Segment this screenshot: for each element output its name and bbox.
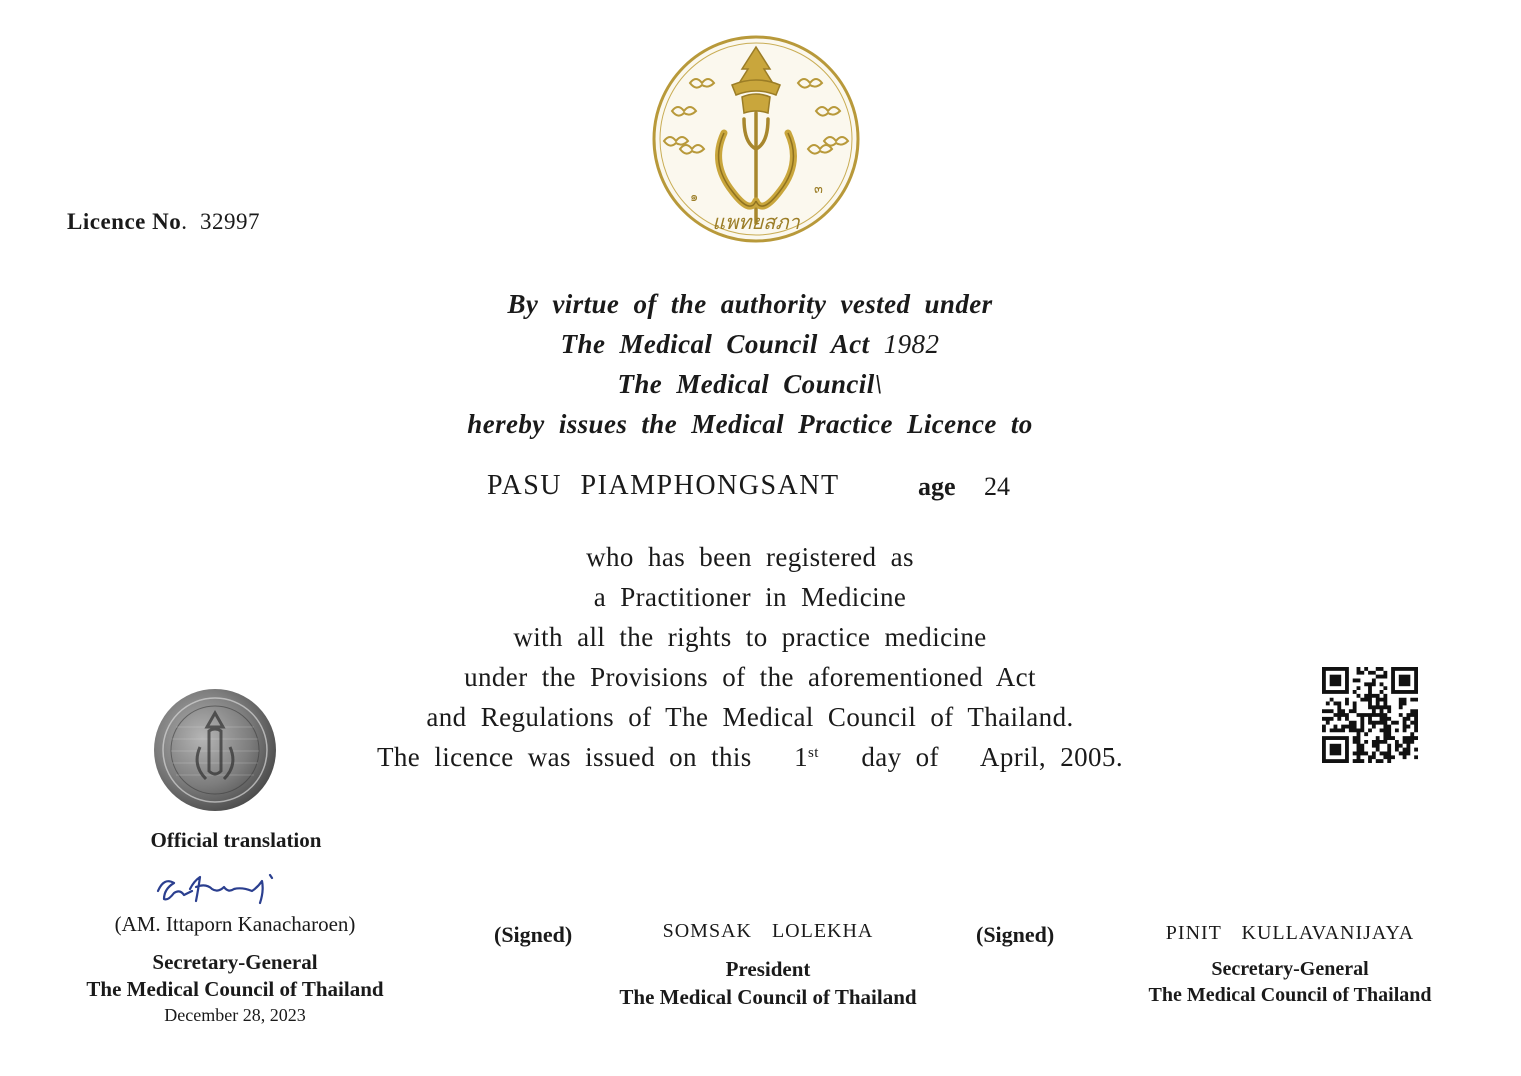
heading-act: The Medical Council Act [560, 329, 870, 359]
secretary-title: Secretary-General [1211, 958, 1369, 980]
secretary-signed-label: (Signed) [976, 922, 1055, 947]
seal-right-digit: ๓ [814, 182, 823, 197]
qr-code-icon [1322, 667, 1418, 763]
translator-name: (AM. Ittaporn Kanacharoen) [114, 912, 356, 936]
issue-day: 1 [794, 742, 809, 772]
medical-council-seal-icon [650, 33, 862, 245]
body-line-6 [300, 737, 1200, 777]
age-label: age [918, 472, 956, 501]
secretary-org: The Medical Council of Thailand [1148, 984, 1432, 1006]
licensee-name: PASU PIAMPHONGSANT [487, 470, 840, 501]
qr-finder-pattern [1322, 736, 1349, 763]
issue-day-suffix: st [808, 745, 819, 761]
certificate-body [300, 537, 1200, 777]
body-line-5: and Regulations of The Medical Council of Thailand. [426, 702, 1074, 732]
president-signed-label: (Signed) [494, 922, 573, 947]
issue-prefix: The licence was issued on this [377, 742, 752, 772]
seal-left-digit: ๑ [690, 190, 699, 205]
licence-value: 32997 [199, 209, 260, 234]
official-translation-label: Official translation [150, 828, 322, 852]
body-line-1: who has been registered as [586, 542, 914, 572]
secretary-name: PINIT KULLAVANIJAYA [1165, 922, 1415, 944]
issue-mid: day of [861, 742, 939, 772]
translator-title: Secretary-General [152, 950, 318, 974]
president-name: SOMSAK LOLEKHA [662, 920, 874, 942]
qr-finder-pattern [1391, 667, 1418, 694]
embossed-stamp-icon [152, 687, 278, 813]
certificate-heading [300, 284, 1200, 444]
body-line-3: with all the rights to practice medicine [513, 622, 987, 652]
licence-separator: . [181, 209, 188, 234]
translator-signature [150, 869, 290, 911]
heading-line-4: hereby issues the Medical Practice Licence to [467, 409, 1033, 439]
licence-number [67, 209, 260, 235]
qr-finder-pattern [1322, 667, 1349, 694]
seal-inscription: แพทยสภา [712, 210, 800, 234]
translator-org: The Medical Council of Thailand [86, 977, 384, 1001]
body-line-2: a Practitioner in Medicine [593, 582, 907, 612]
body-line-4: under the Provisions of the aforementioned Act [464, 662, 1036, 692]
translation-date: December 28, 2023 [164, 1005, 306, 1025]
heading-line-2 [300, 324, 1200, 364]
issue-date: April, 2005. [979, 742, 1123, 772]
president-title: President [725, 957, 811, 981]
age-value: 24 [984, 472, 1010, 501]
heading-act-year: 1982 [883, 329, 940, 359]
president-org: The Medical Council of Thailand [619, 985, 917, 1009]
heading-line-3: The Medical Council\ [617, 369, 883, 399]
heading-line-1: By virtue of the authority vested under [507, 289, 993, 319]
licence-label: Licence No [67, 209, 182, 234]
